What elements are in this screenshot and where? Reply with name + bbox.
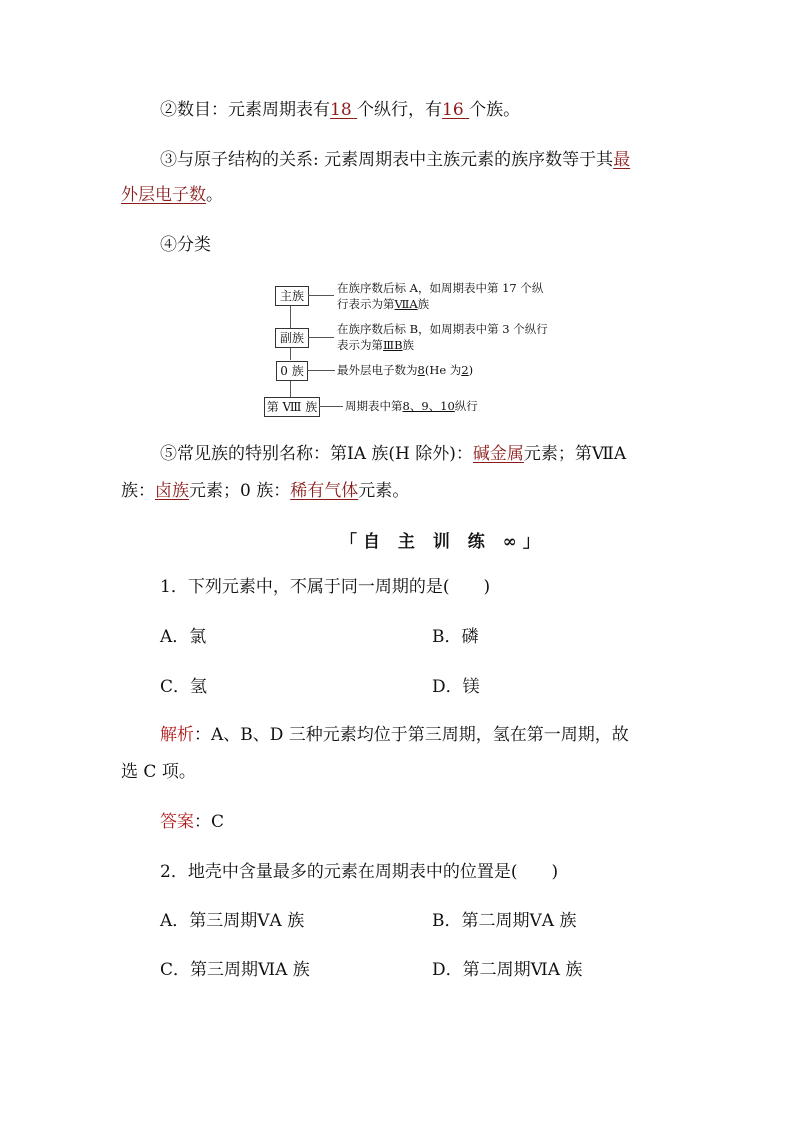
answer-label: 答案 [160,812,194,832]
answer-outer-electrons-part2: 外层电子数 [121,185,206,205]
connector-line [290,346,291,360]
question-1-option-c: C．氢 [160,677,208,697]
connector-line [290,304,291,328]
item-count: ②数目：元素周期表有18 个纵行，有16 个族。 [160,100,521,120]
question-1-stem: 1．下列元素中，不属于同一周期的是( ) [160,577,491,597]
question-2-option-b: B．第二周期ⅤA 族 [432,911,577,931]
question-1-analysis-cont: 选 C 项。 [121,762,196,782]
main-group-desc-1: 在族序数后标 A，如周期表中第 17 个纵 [337,281,544,295]
sub-group-box: 副族 [275,328,309,348]
answer-noble-gases: 稀有气体 [290,481,359,501]
zero-group-desc: 最外层电子数为8(He 为2) [337,363,474,377]
question-1-option-d: D．镁 [432,677,480,697]
zero-group-box: 0 族 [276,361,308,381]
eighth-group-box: 第 Ⅷ 族 [264,397,320,417]
item-classification-label: ④分类 [160,235,211,255]
answer-columns: 18 [330,100,358,120]
question-1-option-b: B．磷 [432,627,479,647]
answer-outer-electrons-part1: 最 [613,150,631,170]
sub-group-desc-2: 表示为第ⅢB族 [337,338,415,352]
question-1-analysis: 解析：A、B、D 三种元素均位于第三周期，氢在第一周期，故 [160,725,629,745]
analysis-label: 解析 [160,725,194,745]
answer-halogens: 卤族 [155,481,189,501]
question-1-option-a: A．氯 [160,627,207,647]
training-title: 「自 主 训 练 ∞」 [340,532,546,552]
connector-line [290,379,291,397]
question-2-option-d: D．第二周期ⅥA 族 [432,960,583,980]
eighth-group-desc: 周期表中第8、9、10纵行 [345,399,478,413]
item-special-names-line2: 族：卤族元素；0 族：稀有气体元素。 [121,481,410,501]
main-group-desc-2: 行表示为第ⅦA族 [337,297,430,311]
question-2-stem: 2．地壳中含量最多的元素在周期表中的位置是( ) [160,862,559,882]
answer-groups: 16 [442,100,470,120]
item-relation-line2: 外层电子数。 [121,185,223,205]
item-relation-line1: ③与原子结构的关系: 元素周期表中主族元素的族序数等于其最 [160,150,631,170]
sub-group-desc-1: 在族序数后标 B，如周期表中第 3 个纵行 [337,322,548,336]
question-2-option-c: C．第三周期ⅥA 族 [160,960,310,980]
item-special-names-line1: ⑤常见族的特别名称：第ⅠA 族(H 除外)：碱金属元素；第ⅦA [160,444,627,464]
answer-alkali-metals: 碱金属 [472,444,524,464]
question-1-answer: 答案：C [160,812,225,832]
question-2-option-a: A．第三周期ⅤA 族 [160,911,305,931]
main-group-box: 主族 [275,286,309,306]
